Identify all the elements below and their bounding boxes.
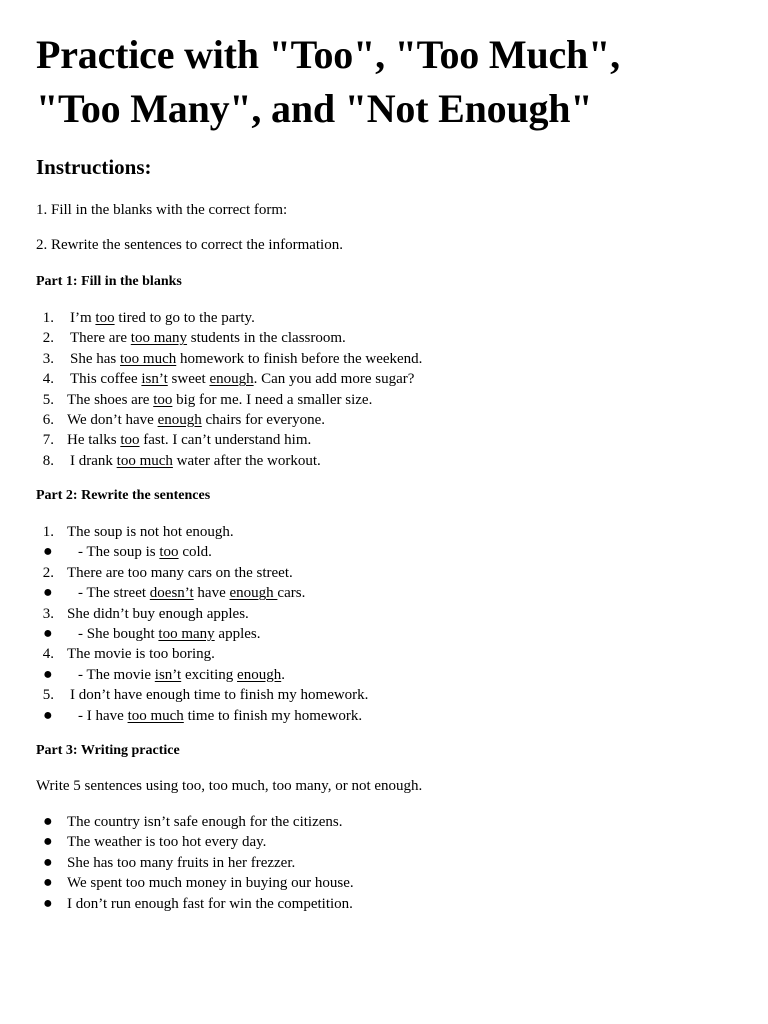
written-sentence: We spent too much money in buying our house. bbox=[67, 875, 354, 892]
title-line-1: Practice with "Too", "Too Much", bbox=[36, 32, 620, 77]
instruction-step-1: 1. Fill in the blanks with the correct form: bbox=[36, 202, 288, 218]
answer-underline: enough bbox=[229, 585, 278, 602]
bullet-icon: ● bbox=[43, 894, 53, 912]
item-number: 6. bbox=[42, 411, 54, 428]
item-number: 2. bbox=[42, 330, 54, 347]
original-sentence: The soup is not hot enough. bbox=[67, 524, 234, 540]
bullet-icon: ● bbox=[43, 833, 53, 851]
item-number: 5. bbox=[42, 391, 54, 408]
bullet-icon: ● bbox=[43, 624, 53, 642]
part2-heading: Part 2: Rewrite the sentences bbox=[36, 488, 211, 503]
answer-underline: too much bbox=[120, 350, 177, 367]
written-sentence: She has too many fruits in her frezzer. bbox=[67, 854, 296, 871]
written-sentence: I don’t run enough fast for win the competition. bbox=[67, 895, 353, 912]
answer-underline: too much bbox=[127, 707, 184, 724]
original-sentence: I don’t have enough time to finish my homework. bbox=[70, 687, 369, 704]
item-number: 5. bbox=[42, 687, 54, 704]
bullet-icon: ● bbox=[43, 584, 53, 602]
answer-underline: too many bbox=[158, 625, 215, 642]
item-number: 1. bbox=[42, 524, 54, 540]
instructions-heading: Instructions: bbox=[36, 155, 152, 179]
part3-heading: Part 3: Writing practice bbox=[36, 743, 180, 758]
item-number: 8. bbox=[42, 452, 54, 469]
bullet-icon: ● bbox=[43, 665, 53, 683]
item-number: 1. bbox=[42, 310, 54, 326]
answer-underline: doesn’t bbox=[149, 585, 194, 602]
part3-prompt: Write 5 sentences using too, too much, too many, or not enough. bbox=[36, 778, 423, 794]
title-line-2: "Too Many", and "Not Enough" bbox=[36, 86, 593, 131]
original-sentence: The movie is too boring. bbox=[67, 646, 215, 663]
answer-underline: enough bbox=[157, 411, 202, 428]
bullet-icon: ● bbox=[43, 543, 53, 561]
bullet-icon: ● bbox=[43, 874, 53, 892]
instruction-step-2: 2. Rewrite the sentences to correct the information. bbox=[36, 237, 343, 253]
bullet-icon: ● bbox=[43, 853, 53, 871]
answer-underline: too bbox=[95, 310, 115, 326]
answer-underline: too bbox=[159, 544, 179, 561]
answer-underline: enough bbox=[237, 666, 282, 683]
item-number: 2. bbox=[42, 564, 54, 581]
item-number: 4. bbox=[42, 646, 54, 663]
item-number: 4. bbox=[42, 371, 54, 388]
item-number: 3. bbox=[42, 350, 54, 367]
answer-underline: enough bbox=[209, 371, 254, 388]
answer-underline: too bbox=[120, 432, 140, 449]
answer-underline: isn’t bbox=[141, 371, 168, 388]
bullet-icon: ● bbox=[43, 813, 53, 830]
written-sentence: The country isn’t safe enough for the citizens. bbox=[67, 814, 343, 830]
item-number: 7. bbox=[42, 432, 54, 449]
answer-underline: isn’t bbox=[154, 666, 182, 683]
original-sentence: She didn’t buy enough apples. bbox=[67, 605, 249, 622]
answer-underline: too bbox=[153, 391, 173, 408]
answer-underline: too much bbox=[116, 452, 173, 469]
bullet-icon: ● bbox=[43, 706, 53, 724]
page-title bbox=[36, 28, 620, 136]
original-sentence: There are too many cars on the street. bbox=[67, 564, 293, 581]
written-sentence: The weather is too hot every day. bbox=[67, 834, 267, 851]
answer-underline: too many bbox=[130, 330, 188, 347]
part1-heading: Part 1: Fill in the blanks bbox=[36, 274, 182, 289]
item-number: 3. bbox=[42, 605, 54, 622]
